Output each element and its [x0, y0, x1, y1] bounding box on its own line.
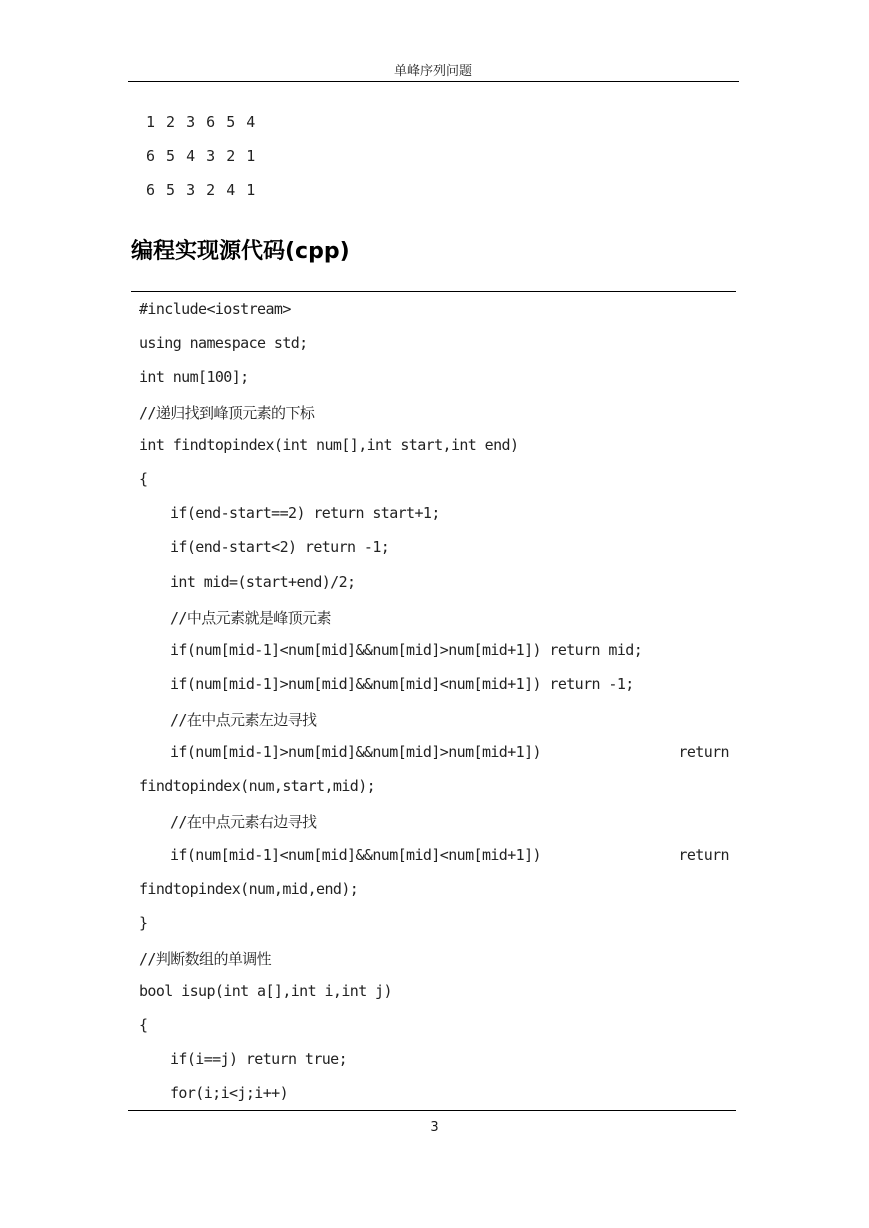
code-line: [170, 743, 729, 761]
code-line: if(num[mid-1]<num[mid]&&num[mid]>num[mid+1]) return mid;: [170, 641, 643, 659]
code-line: {: [139, 1016, 148, 1034]
page-header: 单峰序列问题: [393, 64, 472, 79]
code-comment: //递归找到峰顶元素的下标: [139, 404, 315, 422]
sequence-example: 6 5 3 2 4 1: [146, 181, 256, 199]
code-line: bool isup(int a[],int i,int j): [139, 982, 392, 1000]
code-line: #include<iostream>: [139, 300, 291, 318]
code-line: [170, 846, 729, 864]
code-comment: //在中点元素左边寻找: [170, 711, 317, 729]
page-number: 3: [430, 1120, 439, 1135]
code-fragment: if(num[mid-1]<num[mid]&&num[mid]<num[mid+1]): [170, 846, 541, 864]
section-title: 编程实现源代码(cpp): [131, 239, 350, 264]
code-comment: //中点元素就是峰顶元素: [170, 609, 331, 627]
code-line: findtopindex(num,start,mid);: [139, 777, 376, 795]
code-fragment: if(num[mid-1]>num[mid]&&num[mid]>num[mid+1]): [170, 743, 541, 761]
code-comment: //判断数组的单调性: [139, 950, 272, 968]
code-block-top-border: [131, 291, 736, 292]
code-line: {: [139, 470, 148, 488]
code-fragment: return: [678, 743, 729, 761]
code-line: for(i;i<j;i++): [170, 1084, 289, 1102]
code-line: if(num[mid-1]>num[mid]&&num[mid]<num[mid+1]) return -1;: [170, 675, 634, 693]
code-line: int findtopindex(int num[],int start,int end): [139, 436, 519, 454]
sequence-example: 6 5 4 3 2 1: [146, 147, 256, 165]
code-line: if(i==j) return true;: [170, 1050, 348, 1068]
code-line: }: [139, 914, 148, 932]
code-fragment: return: [678, 846, 729, 864]
sequence-example: 1 2 3 6 5 4: [146, 113, 256, 131]
code-line: using namespace std;: [139, 334, 308, 352]
code-line: int mid=(start+end)/2;: [170, 573, 356, 591]
code-line: findtopindex(num,mid,end);: [139, 880, 359, 898]
code-comment: //在中点元素右边寻找: [170, 813, 317, 831]
code-line: int num[100];: [139, 368, 249, 386]
code-line: if(end-start<2) return -1;: [170, 538, 390, 556]
header-divider: [128, 81, 739, 82]
footer-divider: [128, 1110, 736, 1111]
code-line: if(end-start==2) return start+1;: [170, 504, 440, 522]
